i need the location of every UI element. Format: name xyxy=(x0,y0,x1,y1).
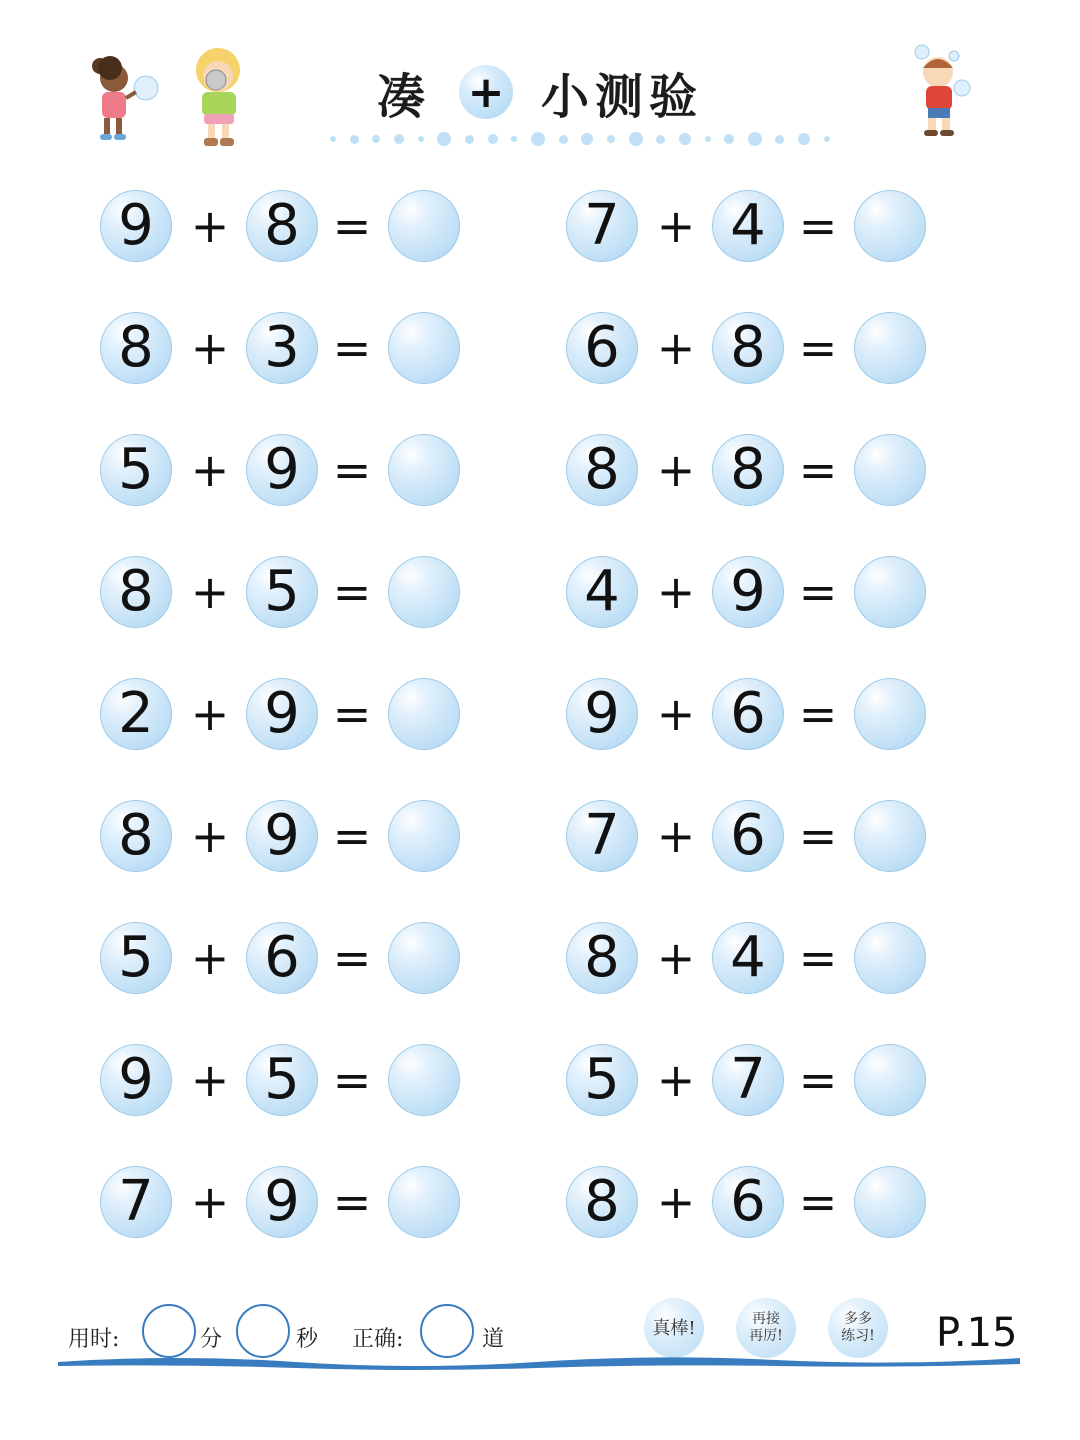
problem-grid xyxy=(100,186,1000,1246)
problem-row xyxy=(100,918,1000,998)
second-addend: 6 xyxy=(712,1166,784,1238)
minutes-input-circle[interactable] xyxy=(142,1304,196,1358)
second-addend: 6 xyxy=(712,800,784,872)
second-addend: 5 xyxy=(246,556,318,628)
badge-keep-going-text xyxy=(749,1311,783,1345)
second-addend: 7 xyxy=(712,1044,784,1116)
decorative-dot xyxy=(629,132,643,146)
addition-problem xyxy=(566,918,926,998)
problem-row xyxy=(100,186,1000,266)
second-addend: 5 xyxy=(246,1044,318,1116)
addition-problem xyxy=(100,918,460,998)
answer-bubble[interactable] xyxy=(388,434,460,506)
plus-sign: + xyxy=(190,1053,230,1107)
answer-bubble[interactable] xyxy=(854,800,926,872)
decorative-dot xyxy=(724,134,734,144)
second-addend: 9 xyxy=(246,678,318,750)
second-addend: 3 xyxy=(246,312,318,384)
answer-bubble[interactable] xyxy=(854,556,926,628)
answer-bubble[interactable] xyxy=(854,1166,926,1238)
decorative-dot xyxy=(418,136,424,142)
decorative-dot xyxy=(581,133,593,145)
addition-problem xyxy=(100,1162,460,1242)
badge-practice-more-text xyxy=(841,1311,875,1345)
decorative-dot xyxy=(798,133,810,145)
addition-problem xyxy=(566,1040,926,1120)
equals-sign: = xyxy=(332,443,372,497)
first-addend: 9 xyxy=(100,190,172,262)
addition-problem xyxy=(566,1162,926,1242)
equals-sign: = xyxy=(332,687,372,741)
first-addend: 4 xyxy=(566,556,638,628)
time-label: 用时: xyxy=(68,1327,120,1352)
first-addend: 5 xyxy=(566,1044,638,1116)
problem-row xyxy=(100,674,1000,754)
second-addend: 8 xyxy=(712,312,784,384)
equals-sign: = xyxy=(798,321,838,375)
blue-wave-underline xyxy=(56,1352,1022,1374)
second-addend: 8 xyxy=(712,434,784,506)
addition-problem xyxy=(100,552,460,632)
answer-bubble[interactable] xyxy=(854,678,926,750)
decorative-dot xyxy=(656,135,665,144)
equals-sign: = xyxy=(332,565,372,619)
page-number: P.15 xyxy=(936,1310,1018,1356)
addition-problem xyxy=(100,308,460,388)
decorative-dot xyxy=(350,135,359,144)
second-addend: 9 xyxy=(246,434,318,506)
first-addend: 8 xyxy=(566,1166,638,1238)
problem-row xyxy=(100,308,1000,388)
worksheet-title xyxy=(0,52,1080,132)
equals-sign: = xyxy=(798,931,838,985)
first-addend: 2 xyxy=(100,678,172,750)
equals-sign: = xyxy=(332,809,372,863)
first-addend: 9 xyxy=(566,678,638,750)
decorative-dot xyxy=(775,135,784,144)
addition-problem xyxy=(100,674,460,754)
addition-problem xyxy=(566,796,926,876)
title-left-text: 凑 xyxy=(376,68,431,125)
answer-bubble[interactable] xyxy=(388,1166,460,1238)
decorative-dot xyxy=(330,136,336,142)
decorative-dot xyxy=(705,136,711,142)
equals-sign: = xyxy=(798,443,838,497)
answer-bubble[interactable] xyxy=(388,678,460,750)
addition-problem xyxy=(100,430,460,510)
addition-problem xyxy=(566,552,926,632)
decorative-dot xyxy=(372,135,380,143)
answer-bubble[interactable] xyxy=(854,190,926,262)
plus-sign: + xyxy=(656,1053,696,1107)
problem-row xyxy=(100,552,1000,632)
addition-problem xyxy=(100,1040,460,1120)
decorative-dot xyxy=(607,135,615,143)
answer-bubble[interactable] xyxy=(388,556,460,628)
first-addend: 5 xyxy=(100,434,172,506)
equals-sign: = xyxy=(798,687,838,741)
equals-sign: = xyxy=(332,1053,372,1107)
equals-sign: = xyxy=(798,565,838,619)
plus-sign: + xyxy=(190,321,230,375)
correct-count-input-circle[interactable] xyxy=(420,1304,474,1358)
equals-sign: = xyxy=(798,1053,838,1107)
plus-sign: + xyxy=(656,687,696,741)
addition-problem xyxy=(566,308,926,388)
seconds-input-circle[interactable] xyxy=(236,1304,290,1358)
addition-problem xyxy=(566,674,926,754)
equals-sign: = xyxy=(332,931,372,985)
equals-sign: = xyxy=(798,199,838,253)
first-addend: 8 xyxy=(100,312,172,384)
decorative-dot xyxy=(465,135,474,144)
answer-bubble[interactable] xyxy=(854,434,926,506)
equals-sign: = xyxy=(332,199,372,253)
answer-bubble[interactable] xyxy=(388,190,460,262)
plus-sign: + xyxy=(656,199,696,253)
answer-bubble[interactable] xyxy=(854,1044,926,1116)
title-right-text: 小测验 xyxy=(541,68,704,125)
decorative-dot xyxy=(511,136,517,142)
badge-practice-line1: 多多 xyxy=(843,1311,872,1327)
badge-keep-going-line1: 再接 xyxy=(751,1311,780,1327)
plus-sign: + xyxy=(656,321,696,375)
badge-keep-going-line2: 再厉! xyxy=(749,1328,783,1344)
problem-row xyxy=(100,430,1000,510)
plus-sign: + xyxy=(656,809,696,863)
second-addend: 6 xyxy=(712,678,784,750)
plus-sign: + xyxy=(190,1175,230,1229)
answer-bubble[interactable] xyxy=(854,312,926,384)
badge-practice-line2: 练习! xyxy=(841,1328,875,1344)
equals-sign: = xyxy=(798,1175,838,1229)
badge-great-text: 真棒! xyxy=(652,1317,696,1339)
plus-sign: + xyxy=(190,443,230,497)
plus-sign: + xyxy=(190,809,230,863)
answer-bubble[interactable] xyxy=(388,922,460,994)
plus-sign: + xyxy=(656,565,696,619)
minutes-label: 分 xyxy=(200,1327,223,1352)
badge-great[interactable] xyxy=(644,1298,704,1358)
decorative-dot-divider xyxy=(330,128,830,150)
first-addend: 8 xyxy=(100,556,172,628)
badge-keep-going[interactable] xyxy=(736,1298,796,1358)
second-addend: 4 xyxy=(712,922,784,994)
plus-sign: + xyxy=(190,931,230,985)
equals-sign: = xyxy=(798,809,838,863)
plus-sign: + xyxy=(190,199,230,253)
problem-row xyxy=(100,796,1000,876)
decorative-dot xyxy=(748,132,762,146)
decorative-dot xyxy=(679,133,691,145)
first-addend: 9 xyxy=(100,1044,172,1116)
second-addend: 9 xyxy=(246,800,318,872)
answer-bubble[interactable] xyxy=(388,1044,460,1116)
first-addend: 7 xyxy=(566,800,638,872)
decorative-dot xyxy=(531,132,545,146)
plus-sign: + xyxy=(190,565,230,619)
answer-bubble[interactable] xyxy=(388,312,460,384)
decorative-dot xyxy=(488,134,498,144)
badge-practice-more[interactable] xyxy=(828,1298,888,1358)
second-addend: 8 xyxy=(246,190,318,262)
first-addend: 7 xyxy=(100,1166,172,1238)
answer-bubble[interactable] xyxy=(388,800,460,872)
equals-sign: = xyxy=(332,321,372,375)
seconds-label: 秒 xyxy=(296,1327,319,1352)
correct-label: 正确: xyxy=(352,1327,404,1352)
second-addend: 9 xyxy=(712,556,784,628)
decorative-dot xyxy=(437,132,451,146)
plus-sign: + xyxy=(190,687,230,741)
first-addend: 8 xyxy=(566,922,638,994)
problem-row xyxy=(100,1162,1000,1242)
second-addend: 6 xyxy=(246,922,318,994)
first-addend: 8 xyxy=(566,434,638,506)
addition-problem xyxy=(100,796,460,876)
title-plus-bubble: + xyxy=(459,65,513,119)
second-addend: 4 xyxy=(712,190,784,262)
addition-problem xyxy=(100,186,460,266)
plus-sign: + xyxy=(656,931,696,985)
decorative-dot xyxy=(824,136,830,142)
count-unit-label: 道 xyxy=(482,1327,505,1352)
problem-row xyxy=(100,1040,1000,1120)
first-addend: 5 xyxy=(100,922,172,994)
decorative-dot xyxy=(559,135,568,144)
second-addend: 9 xyxy=(246,1166,318,1238)
equals-sign: = xyxy=(332,1175,372,1229)
plus-sign: + xyxy=(656,1175,696,1229)
first-addend: 6 xyxy=(566,312,638,384)
first-addend: 7 xyxy=(566,190,638,262)
addition-problem xyxy=(566,186,926,266)
addition-problem xyxy=(566,430,926,510)
first-addend: 8 xyxy=(100,800,172,872)
decorative-dot xyxy=(394,134,404,144)
answer-bubble[interactable] xyxy=(854,922,926,994)
plus-sign: + xyxy=(656,443,696,497)
